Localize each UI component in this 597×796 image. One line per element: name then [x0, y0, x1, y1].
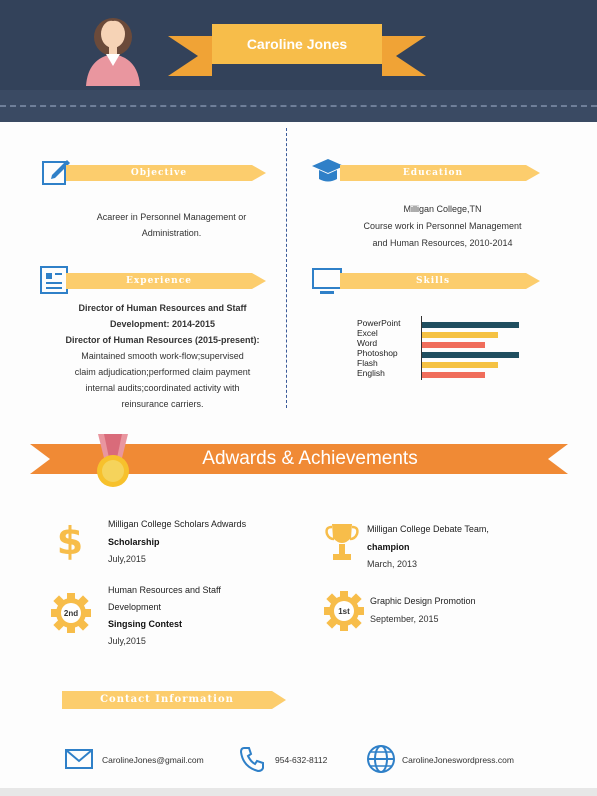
header-dash-divider — [0, 105, 597, 107]
award-4-title: Graphic Design Promotion — [370, 596, 476, 606]
skills-labels — [357, 318, 427, 378]
award-3-title-line2: Development — [108, 602, 162, 612]
contact-heading-arrow — [272, 691, 286, 709]
contact-email[interactable]: CarolineJones@gmail.com — [102, 755, 204, 765]
objective-heading-arrow — [252, 165, 266, 181]
skill-bar-photoshop — [422, 352, 519, 358]
award-1-date: July,2015 — [108, 554, 146, 564]
name-ribbon: Caroline Jones — [212, 24, 382, 64]
experience-heading-arrow — [252, 273, 266, 289]
experience-line: Director of Human Resources (2015-present): — [65, 335, 260, 345]
education-heading: Education — [340, 165, 526, 181]
trophy-icon — [324, 522, 360, 568]
skill-bar-english — [422, 372, 485, 378]
award-2-title: Milligan College Debate Team, — [367, 524, 489, 534]
experience-heading: Experience — [66, 273, 252, 289]
education-line1: Course work in Personnel Management — [363, 221, 522, 231]
award-2-subtitle: champion — [367, 542, 410, 552]
experience-body — [40, 300, 285, 412]
skill-label: Excel — [357, 328, 378, 338]
skill-bar-excel — [422, 332, 498, 338]
education-heading-arrow — [526, 165, 540, 181]
experience-line: Development: 2014-2015 — [109, 319, 216, 329]
experience-line: claim adjudication;performed claim payment — [74, 367, 251, 377]
experience-line: Director of Human Resources and Staff — [78, 303, 247, 313]
education-line2: and Human Resources, 2010-2014 — [372, 238, 513, 248]
award-2-date: March, 2013 — [367, 559, 418, 569]
award-1-title: Milligan College Scholars Adwards — [108, 519, 247, 529]
award-3-badge: 2nd — [63, 609, 79, 618]
skill-label: Photoshop — [357, 348, 398, 358]
experience-line: internal audits;coordinated activity with — [85, 383, 240, 393]
name-ribbon-tail-left — [168, 36, 212, 76]
footer-strip — [0, 788, 597, 796]
skills-heading: Skills — [340, 273, 526, 289]
skills-chart — [422, 322, 527, 378]
award-3-subtitle: Singsing Contest — [108, 619, 182, 629]
objective-text-line1: Acareer in Personnel Management or — [96, 212, 247, 222]
email-icon — [64, 748, 94, 770]
contact-website[interactable]: CarolineJoneswordpress.com — [402, 755, 514, 765]
objective-heading: Objective — [66, 165, 252, 181]
experience-line: Maintained smooth work-flow;supervised — [81, 351, 244, 361]
medal-icon — [92, 432, 134, 490]
name-ribbon-tail-right — [382, 36, 426, 76]
skill-label: PowerPoint — [357, 318, 401, 328]
award-4-badge: 1st — [338, 607, 350, 616]
objective-text-line2: Administration. — [141, 228, 202, 238]
gear-badge-icon — [323, 590, 365, 632]
awards-title: Adwards & Achievements — [202, 448, 418, 469]
skill-label: Flash — [357, 358, 378, 368]
skills-heading-arrow — [526, 273, 540, 289]
award-1-subtitle: Scholarship — [108, 537, 160, 547]
skill-label: Word — [357, 338, 378, 348]
gear-badge-icon — [50, 592, 92, 634]
skill-bar-flash — [422, 362, 498, 368]
education-school: Milligan College,TN — [403, 204, 482, 214]
skill-bar-word — [422, 342, 485, 348]
svg-text:$: $ — [56, 520, 84, 560]
avatar — [80, 4, 146, 86]
award-4-date: September, 2015 — [370, 614, 439, 624]
experience-line: reinsurance carriers. — [121, 399, 204, 409]
contact-heading: Contact Information — [62, 691, 272, 709]
award-3-date: July,2015 — [108, 636, 146, 646]
contact-phone[interactable]: 954-632-8112 — [275, 755, 328, 765]
skill-bar-powerpoint — [422, 322, 519, 328]
monitor-icon — [310, 266, 344, 296]
award-3-title-line1: Human Resources and Staff — [108, 585, 221, 595]
phone-icon — [238, 745, 266, 773]
dollar-icon — [55, 520, 85, 560]
skill-label: English — [357, 368, 385, 378]
globe-icon — [365, 743, 397, 775]
column-divider — [286, 128, 287, 408]
